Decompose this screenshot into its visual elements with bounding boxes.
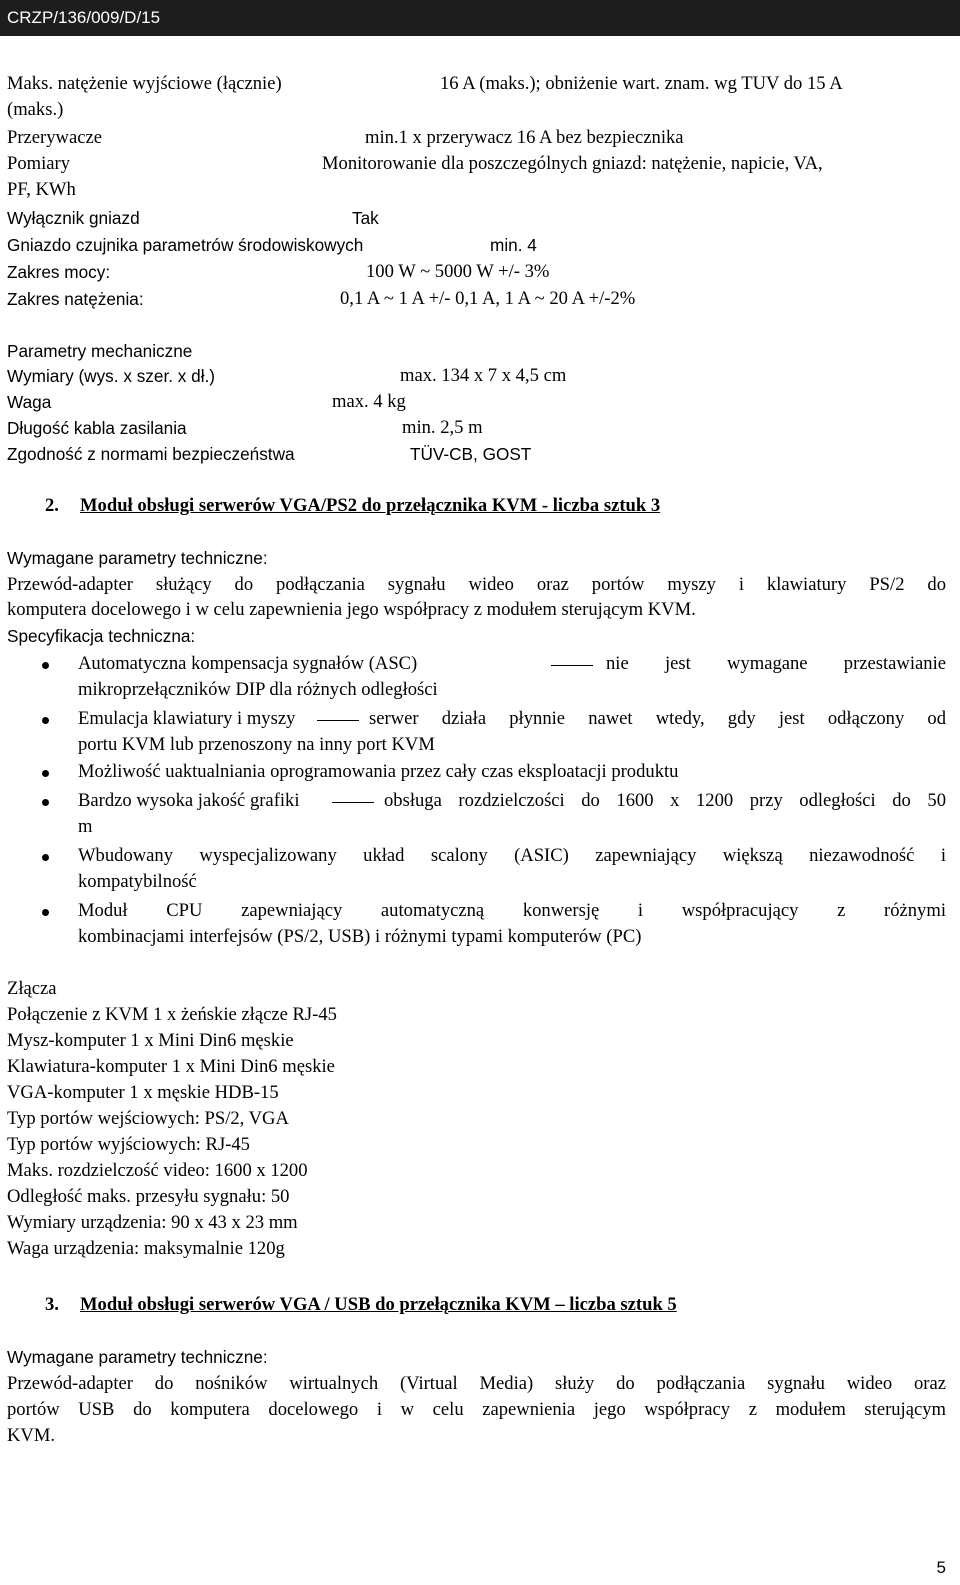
weight-value: max. 4 kg (332, 391, 406, 412)
bullet-marker (42, 717, 49, 724)
section-3-description-line: Przewód-adapter do nośników wirtualnych (Virtual Media) służy do podłączania sygnału wideo oraz (7, 1373, 946, 1394)
bullet-text: Możliwość uaktualniania oprogramowania przez cały czas eksploatacji produktu (78, 761, 679, 782)
bullet-text: kompatybilność (78, 871, 197, 892)
bullet-marker (42, 799, 49, 806)
power-range-value: 100 W ~ 5000 W +/- 3% (366, 261, 550, 282)
connector-item: Maks. rozdzielczość video: 1600 x 1200 (7, 1160, 308, 1181)
section-3-heading: Moduł obsługi serwerów VGA / USB do przełącznika KVM – liczba sztuk 5 (80, 1294, 677, 1315)
document-id: CRZP/136/009/D/15 (7, 8, 161, 27)
connector-item: Waga urządzenia: maksymalnie 120g (7, 1238, 285, 1259)
safety-norms-value: TÜV-CB, GOST (410, 444, 532, 464)
section-2-description-line: komputera docelowego i w celu zapewnienia jego współpracy z modułem sterującym KVM. (7, 599, 696, 620)
bullet-text: mikroprzełączników DIP dla różnych odległości (78, 679, 438, 700)
connector-item: Wymiary urządzenia: 90 x 43 x 23 mm (7, 1212, 298, 1233)
bullet-text: obsługa rozdzielczości do 1600 x 1200 przy odległości do 50 (384, 790, 946, 811)
cable-length-value: min. 2,5 m (402, 417, 483, 438)
bullet-text: serwer działa płynnie nawet wtedy, gdy jest odłączony od (369, 708, 946, 729)
section-3-description-line: portów USB do komputera docelowego i w celu zapewnienia jego współpracy z modułem sterującym (7, 1399, 946, 1420)
breakers-value: min.1 x przerywacz 16 A bez bezpiecznika (365, 127, 684, 148)
safety-norms-label: Zgodność z normami bezpieczeństwa (7, 444, 295, 464)
bullet-marker (42, 662, 49, 669)
section-2-requirements-label: Wymagane parametry techniczne: (7, 548, 268, 568)
bullet-text: m (78, 816, 93, 837)
weight-label: Waga (7, 392, 52, 412)
connectors-title: Złącza (7, 978, 57, 999)
outlet-switch-value: Tak (352, 208, 379, 228)
bullet-marker (42, 854, 49, 861)
bullet-text: Automatyczna kompensacja sygnałów (ASC) (78, 653, 418, 674)
max-load-label: Maks. natężenie wyjściowe (łącznie) (7, 73, 282, 94)
bullet-text: nie jest wymagane przestawianie (606, 653, 946, 674)
dimensions-label: Wymiary (wys. x szer. x dł.) (7, 366, 216, 386)
outlet-switch-label: Wyłącznik gniazd (7, 208, 140, 228)
measurements-continued: PF, KWh (7, 179, 76, 200)
connector-item: Typ portów wyjściowych: RJ-45 (7, 1134, 250, 1155)
connector-item: VGA-komputer 1 x męskie HDB-15 (7, 1082, 279, 1103)
em-dash (551, 665, 593, 666)
power-range-label: Zakres mocy: (7, 262, 111, 282)
env-sensor-label: Gniazdo czujnika parametrów środowiskowych (7, 235, 364, 255)
current-range-label: Zakres natężenia: (7, 289, 144, 309)
connector-item: Mysz-komputer 1 x Mini Din6 męskie (7, 1030, 294, 1051)
section-2-heading: Moduł obsługi serwerów VGA/PS2 do przełącznika KVM - liczba sztuk 3 (80, 495, 661, 516)
bullet-text: portu KVM lub przenoszony na inny port KVM (78, 734, 435, 755)
section-2-description-line: Przewód-adapter służący do podłączania sygnału wideo oraz portów myszy i klawiatury PS/2 do (7, 574, 946, 595)
dimensions-value: max. 134 x 7 x 4,5 cm (400, 365, 567, 386)
bullet-marker (42, 909, 49, 916)
connector-item: Klawiatura-komputer 1 x Mini Din6 męskie (7, 1056, 335, 1077)
bullet-text: Moduł CPU zapewniający automatyczną konwersję i współpracujący z różnymi (78, 900, 946, 921)
section-3-description-line: KVM. (7, 1425, 56, 1446)
current-range-value: 0,1 A ~ 1 A +/- 0,1 A, 1 A ~ 20 A +/-2% (340, 288, 636, 309)
em-dash (317, 720, 359, 721)
max-load-value: 16 A (maks.); obniżenie wart. znam. wg TUV do 15 A (440, 73, 843, 94)
mechanical-title: Parametry mechaniczne (7, 341, 193, 361)
breakers-label: Przerywacze (7, 127, 102, 148)
bullet-text: kombinacjami interfejsów (PS/2, USB) i różnymi typami komputerów (PC) (78, 926, 642, 947)
page-number: 5 (936, 1558, 946, 1577)
max-load-continued: (maks.) (7, 99, 64, 120)
bullet-marker (42, 770, 49, 777)
connector-item: Typ portów wejściowych: PS/2, VGA (7, 1108, 289, 1129)
measurements-value: Monitorowanie dla poszczególnych gniazd: natężenie, napicie, VA, (322, 153, 823, 174)
section-3-number: 3. (45, 1294, 59, 1315)
measurements-label: Pomiary (7, 153, 71, 174)
env-sensor-value: min. 4 (490, 235, 537, 255)
spec-label: Specyfikacja techniczna: (7, 626, 196, 646)
cable-length-label: Długość kabla zasilania (7, 418, 187, 438)
bullet-text: Wbudowany wyspecjalizowany układ scalony (ASIC) zapewniający większą niezawodność i (78, 845, 946, 866)
bullet-text: Bardzo wysoka jakość grafiki (78, 790, 300, 811)
bullet-text: Emulacja klawiatury i myszy (78, 708, 296, 729)
em-dash (332, 802, 374, 803)
section-2-number: 2. (45, 495, 59, 516)
connector-item: Odległość maks. przesyłu sygnału: 50 (7, 1186, 290, 1207)
connector-item: Połączenie z KVM 1 x żeńskie złącze RJ-45 (7, 1004, 337, 1025)
section-3-requirements-label: Wymagane parametry techniczne: (7, 1347, 268, 1367)
